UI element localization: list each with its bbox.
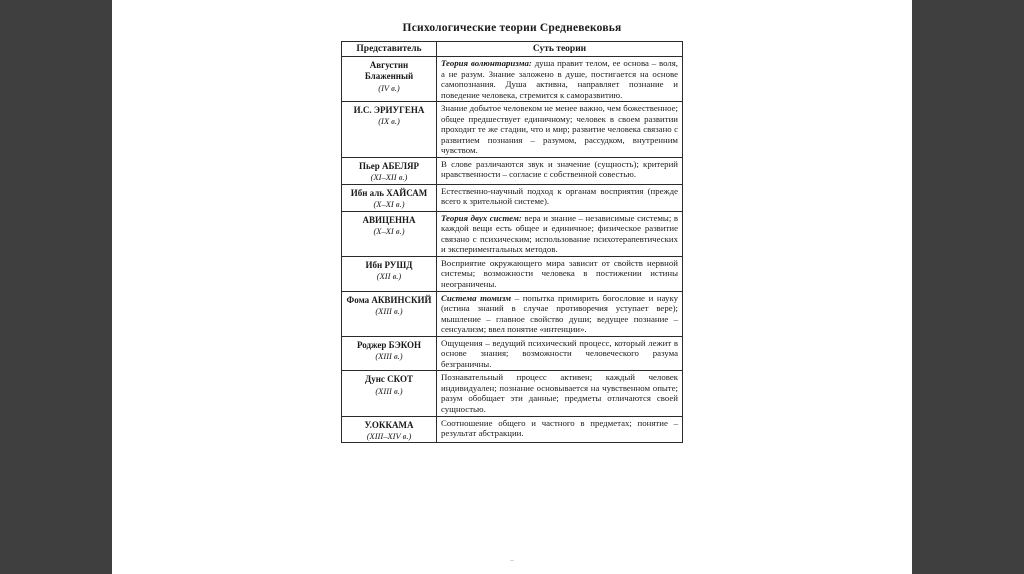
theory-cell	[437, 256, 683, 291]
table-row	[342, 371, 683, 416]
representative-date: (IV в.)	[378, 82, 400, 93]
representative-name: Пьер АБЕЛЯР	[358, 160, 420, 171]
table-row	[342, 416, 683, 443]
theory-text: В слове различаются звук и значение (сущность); критерий нравственности – согласие с собственной совестью.	[441, 158, 678, 180]
representative-name: Роджер БЭКОН	[356, 339, 422, 350]
representative-cell	[342, 291, 437, 336]
column-header-representative: Представитель	[342, 42, 437, 57]
representative-cell	[342, 57, 437, 102]
representative-name: Августин Блаженный	[364, 60, 414, 82]
representative-name: АВИЦЕННА	[362, 214, 416, 225]
theory-cell	[437, 184, 683, 211]
theory-cell	[437, 336, 683, 371]
representative-cell	[342, 336, 437, 371]
theory-lead: Теория двух систем:	[441, 212, 522, 223]
theory-text: Познавательный процесс активен; каждый человек индивидуален; познание основывается на чувственном опыте; разум обобщает эти данные; предметы отличаются своей сущностью.	[441, 372, 678, 414]
header-row	[342, 42, 683, 57]
theory-text: Знание добытое человеком не менее важно, чем божественное; общее предшествует единичному; человек в своем развитии проходит те же стадии, что и мир; развитие человека связано с развитием познания – разумом, рассудком, внутренним чувством.	[441, 103, 678, 156]
representative-date: (XIII в.)	[375, 385, 403, 396]
representative-name: Ибн аль ХАЙСАМ	[350, 187, 428, 198]
theory-cell	[437, 416, 683, 443]
theory-text: душа правит телом, ее основа – воля, а не разум. Знание заложено в душе, постигается на основе самопознания. Душа активна, направляет познание и поведение человека, стремится к саморазвитию.	[441, 58, 678, 100]
representative-cell	[342, 157, 437, 184]
table-row	[342, 102, 683, 158]
representative-date: (XIII в.)	[375, 350, 403, 361]
representative-cell	[342, 211, 437, 256]
theory-text: Восприятие окружающего мира зависит от свойств нервной системы; возможности человека в постижении истины неограничены.	[441, 257, 678, 289]
representative-cell	[342, 102, 437, 158]
table-row	[342, 57, 683, 102]
theory-lead: Теория волюнтаризма:	[441, 58, 532, 68]
theory-text: Соотношение общего и частного в предметах; понятие – результат абстракции.	[441, 417, 678, 439]
representative-name: Дунс СКОТ	[365, 374, 413, 385]
table-row	[342, 184, 683, 211]
table-container	[112, 41, 912, 443]
representative-date: (IX в.)	[378, 116, 400, 127]
column-header-theory: Суть теории	[437, 42, 683, 57]
theory-table-body	[342, 57, 683, 443]
theory-text: вера и знание – независимые системы; в каждой вещи есть общее и единичное; физическое развитие связано с психическим; использование психотерапевтических и экспериментальных методов.	[441, 212, 679, 255]
representative-date: (X–XI в.)	[373, 199, 405, 210]
theory-cell	[437, 157, 683, 184]
theory-text: – попытка примирить богословие и науку (истина знаний в случае противоречия уступает вере); мышление – главное свойство души; ведущее познание – сенсуализм; ввел понятие «интенции».	[441, 292, 678, 335]
theory-cell	[437, 291, 683, 336]
representative-date: (X–XI в.)	[373, 225, 405, 236]
theory-table	[341, 41, 683, 443]
representative-name: Ибн РУШД	[365, 259, 413, 270]
page-title: Психологические теории Средневековья	[402, 22, 622, 34]
table-row	[342, 256, 683, 291]
theory-table-head	[342, 42, 683, 57]
representative-name: Фома АКВИНСКИЙ	[346, 294, 432, 305]
theory-cell	[437, 371, 683, 416]
page-number: –	[510, 556, 514, 564]
representative-date: (XIII–XIV в.)	[366, 430, 412, 441]
representative-cell	[342, 184, 437, 211]
slide-page	[112, 0, 912, 574]
theory-text: Естественно-научный подход к органам восприятия (прежде всего к зрительной системе).	[441, 185, 678, 207]
representative-cell	[342, 371, 437, 416]
representative-name: И.С. ЭРИУГЕНА	[353, 105, 425, 116]
theory-cell	[437, 211, 683, 256]
representative-date: (XII в.)	[376, 271, 402, 282]
table-row	[342, 211, 683, 256]
table-row	[342, 291, 683, 336]
theory-cell	[437, 57, 683, 102]
representative-date: (XIII в.)	[375, 305, 403, 316]
theory-lead: Система томизм	[441, 292, 512, 303]
representative-name: У.ОККАМА	[364, 419, 414, 430]
table-row	[342, 157, 683, 184]
table-row	[342, 336, 683, 371]
representative-date: (XI–XII в.)	[370, 172, 408, 183]
theory-text: Ощущения – ведущий психический процесс, который лежит в основе знания; возможности человеческого разума безграничны.	[441, 337, 678, 369]
representative-cell	[342, 416, 437, 443]
representative-cell	[342, 256, 437, 291]
theory-cell	[437, 102, 683, 158]
